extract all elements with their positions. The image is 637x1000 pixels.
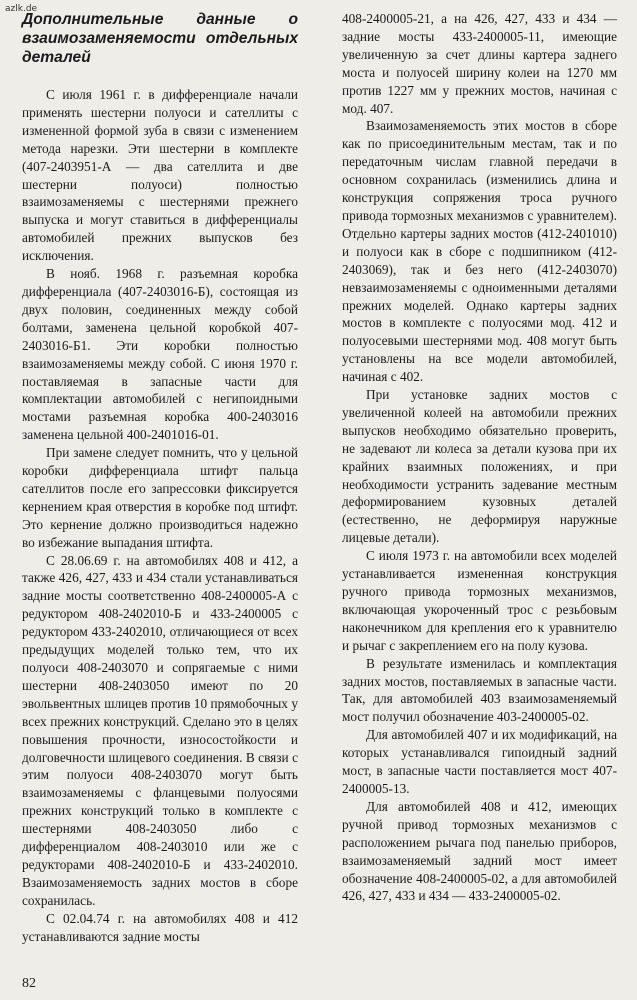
site-watermark: azlk.de bbox=[5, 4, 38, 14]
paragraph: В результате изменилась и комплектация задних мостов, поставляемых в запасные части. Так, для автомобилей 403 взаимозаменяемый мост получил обозначение 403-2400005-02. bbox=[342, 655, 617, 725]
paragraph: Взаимозаменяемость этих мостов в сборе как по присоединительным местам, так и по передаточным числам главной передачи в основном сохранилась (изменились длина и конструкция сопряжения троса ручного привода тормозных механизмов с уравнителем). Отдельно картеры задних мостов (412-2401010) и полуоси как в сборе с подшипником (412-2403069), так и без него (412-2403070) невзаимозаменяемы с одноименными деталями прежних моделей. Однако картеры задних мостов в комплекте с полуосями мод. 412 и полуосевыми шестернями мод. 408 могут быть установлены на все модели автомобилей, начиная с 402. bbox=[342, 118, 617, 385]
left-column bbox=[22, 10, 298, 946]
paragraph: С 28.06.69 г. на автомобилях 408 и 412, а также 426, 427, 433 и 434 стали устанавливаться задние мосты соответственно 408-2400005-А с редуктором 408-2402010-Б и 433-2400005 с редуктором 433-2402010, отличающиеся от всех предыдущих моделей только тем, что их полуоси 408-2403070 и сопрягаемые с ними шестерни 408-2403050 имеют по 20 эвольвентных шлицев против 10 прямобочных у всех прежних конструкций. Сделано это в целях повышения прочности, износостойкости и долговечности шлицевого соединения. В связи с этим полуоси 408-2403070 могут быть взаимозаменяемы с фланцевыми полуосями прежних конструкций только в комплекте с шестернями 408-2403050 либо с дифференциалом 408-2403010 или же с редукторами 408-2402010-Б и 433-2402010. Взаимозаменяемость задних мостов в сборе сохранилась. bbox=[22, 552, 298, 908]
paragraph: В нояб. 1968 г. разъемная коробка дифференциала (407-2403016-Б), состоящая из двух половин, соединенных между собой болтами, заменена цельной коробкой 407-2403016-Б1. Эти коробки полностью взаимозаменяемы между собой. С июня 1970 г. поставляемая в запасные части для комплектации автомобилей с негипоидными мостами разъемная коробка 400-2403016 заменена цельной 400-2401016-01. bbox=[22, 266, 298, 443]
paragraph: При установке задних мостов с увеличенной колеей на автомобили прежних выпусков необходимо обязательно проверить, не задевают ли колеса за детали кузова при их крайних взаимных положениях, и при необходимости устранить задевание местным деформированием кузовных деталей (естественно, не деформируя наружные лицевые детали). bbox=[342, 387, 617, 546]
paragraph: С 02.04.74 г. на автомобилях 408 и 412 устанавливаются задние мосты bbox=[22, 910, 298, 944]
paragraph: С июля 1973 г. на автомобили всех моделей устанавливается измененная конструкция ручного привода тормозных механизмов, включающая укороченный трос с резьбовым наконечником для крепления его к уравнителю и рычаг с закреплением его на полу кузова. bbox=[342, 548, 617, 653]
paragraph: С июля 1961 г. в дифференциале начали применять шестерни полуоси и сателлиты с измененной формой зуба в связи с изменением метода нарезки. Эти шестерни в комплекте (407-2403951-А — два сателлита и две шестерни полуоси) полностью взаимозаменяемы с шестернями прежнего выпуска и могут ставиться в дифференциалы автомобилей прежних выпусков без исключения. bbox=[22, 87, 298, 264]
right-column bbox=[342, 10, 617, 905]
section-heading: Дополнительные данные о взаимозаменяемости отдельных деталей bbox=[22, 11, 298, 66]
paragraph: Для автомобилей 408 и 412, имеющих ручной привод тормозных механизмов с расположением рычага под панелью приборов, взаимозаменяемый задний мост имеет обозначение 408-2400005-02, а для автомобилей 426, 427, 433 и 434 — 433-2400005-02. bbox=[342, 798, 617, 904]
page-number: 82 bbox=[22, 976, 36, 991]
paragraph-continuation: 408-2400005-21, а на 426, 427, 433 и 434 — задние мосты 433-2400005-11, имеющие увеличенную за счет длины картера заднего моста и полуосей ширину колеи на 1270 мм против 1227 мм у прежних мостов, начиная с мод. 407. bbox=[342, 11, 617, 116]
paragraph: Для автомобилей 407 и их модификаций, на которых устанавливался гипоидный задний мост, в запасные части поставляется мост 407-2400005-13. bbox=[342, 727, 617, 796]
paragraph: При замене следует помнить, что у цельной коробки дифференциала штифт пальца сателлитов после его запрессовки фиксируется кернением края отверстия в коробке под штифт. Это кернение должно производиться надежно во избежание выпадания штифта. bbox=[22, 445, 298, 550]
